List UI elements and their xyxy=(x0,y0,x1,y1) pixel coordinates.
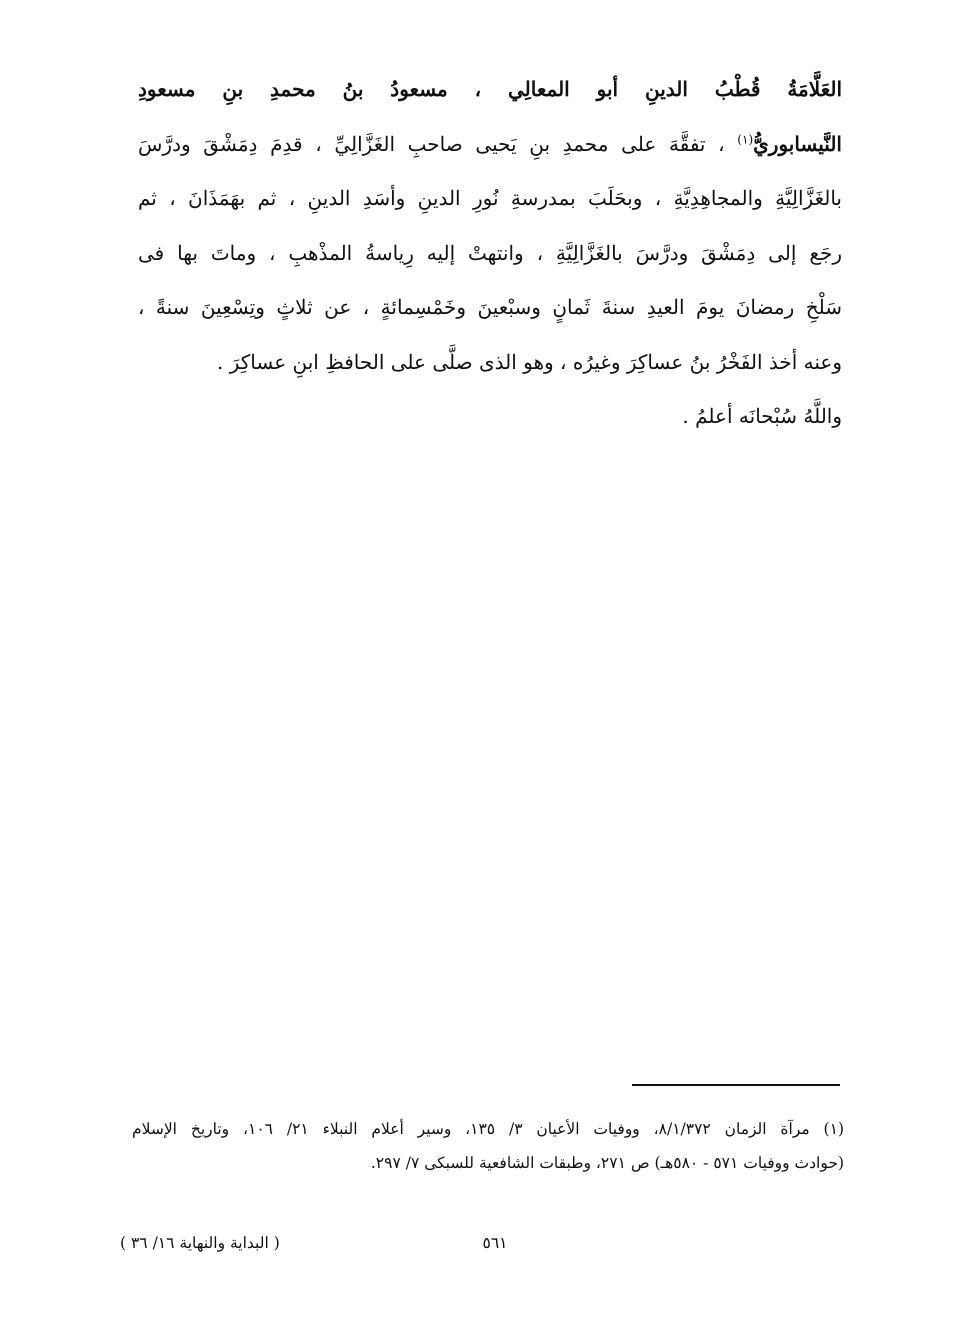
entry-line-5: سَلْخِ رمضانَ يومَ العيدِ سنةَ ثَمانٍ وسبْعينَ وخَمْسِمائةٍ ، عن ثلاثٍ وتِسْعِينَ سنةً ، xyxy=(138,295,842,319)
footnotes-section xyxy=(132,1112,844,1180)
page-number: ٥٦١ xyxy=(482,1234,508,1252)
entry-line-2-text: ، تفقَّهَ على محمدِ بنِ يَحيى صاحبِ الغَزَّالِيِّ ، قدِمَ دِمَشْقَ ودرَّسَ xyxy=(138,131,738,156)
entry-line-6: وعنه أخذ الفَخْرُ بنُ عساكِرَ وغيرُه ، وهو الذى صلَّى على الحافظِ ابنِ عساكِرَ . xyxy=(217,349,842,374)
entry-heading-nisba: النَّيسابوريُّ xyxy=(753,131,842,156)
footnote-separator xyxy=(632,1084,840,1086)
entry-heading-name: العَلَّامَةُ قُطْبُ الدينِ أبو المعالِي ، مسعودُ بنُ محمدِ بنِ مسعودِ xyxy=(138,77,842,101)
entry-line-7: واللَّهُ سُبْحانَه أعلمُ . xyxy=(682,404,842,428)
entry-line-2 xyxy=(138,117,842,172)
page-footer xyxy=(120,1234,840,1270)
biography-entry xyxy=(138,62,842,444)
footnote-line-2: (حوادث ووفيات ٥٧١ - ٥٨٠هـ) ص ٢٧١، وطبقات الشافعية للسبكى ٧/ ٢٩٧. xyxy=(370,1154,844,1172)
entry-line-4: رجَع إلى دِمَشْقَ ودرَّسَ بالغَزَّالِيَّةِ ، وانتهتْ إليه رِياسةُ المذْهبِ ، وماتَ بها فى xyxy=(138,240,842,265)
source-reference: ( البداية والنهاية ١٦/ ٣٦ ) xyxy=(120,1234,280,1252)
footnote-line-1: (١) مرآة الزمان ٨/١/٣٧٢، ووفيات الأعيان ٣/ ١٣٥، وسير أعلام النبلاء ٢١/ ١٠٦، وتاريخ الإسلام xyxy=(132,1120,844,1138)
footnote-reference[interactable]: (١) xyxy=(737,131,754,146)
entry-line-3: بالغَزَّالِيَّةِ والمجاهِدِيَّةِ ، وبحَلَبَ بمدرسةِ نُورِ الدينِ وأسَدِ الدينِ ، ثم بهَمَذَانَ ، ثم xyxy=(138,186,842,210)
entry-line-1 xyxy=(138,62,842,117)
